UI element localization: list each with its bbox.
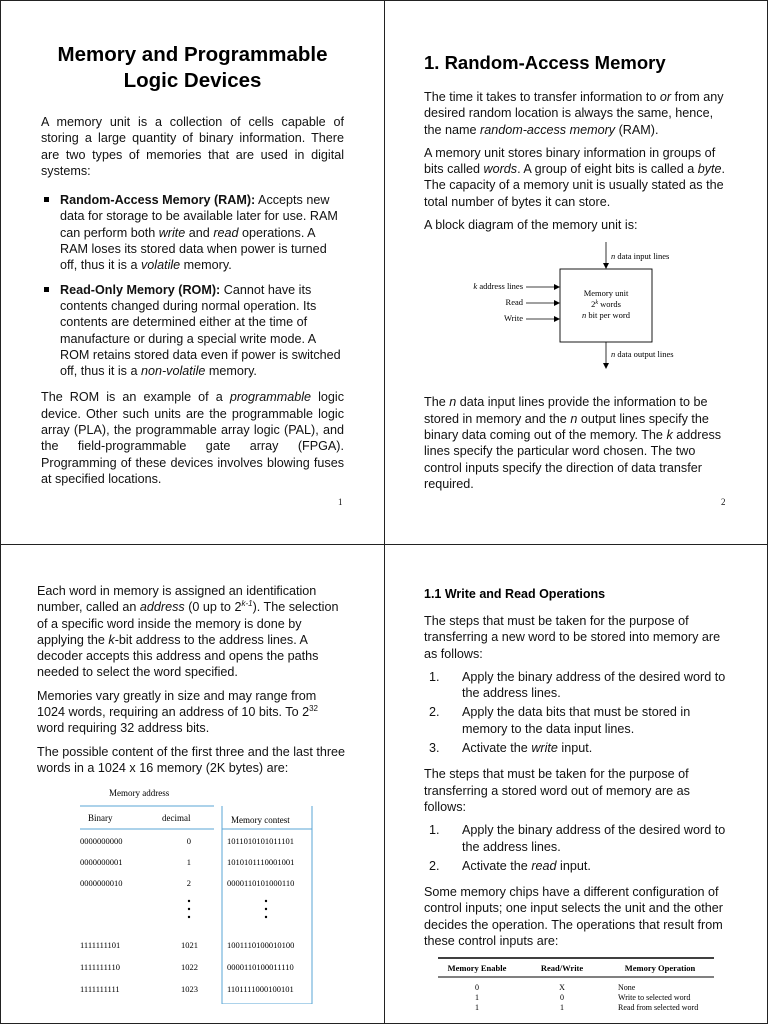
row-3-decimal: 2: [186, 878, 191, 889]
data-input-label: n data input lines: [611, 251, 670, 262]
ctrl-header-3: Memory Operation: [624, 963, 696, 974]
slide-4-title: 1.1 Write and Read Operations: [424, 587, 606, 601]
address-lines-label: k address lines: [473, 281, 523, 292]
data-output-arrowhead: [603, 363, 609, 369]
slide-3: [0, 545, 384, 1024]
paragraph-diagram-intro: A block diagram of the memory unit is:: [424, 218, 638, 233]
paragraph-sizes: Memories vary greatly in size and may range from 1024 words, requiring an address of 10 bits. To $2^{32}$ word requiring 32 address bits.: [37, 688, 319, 736]
list-item: 2. Activate the read input.: [429, 858, 591, 873]
row-5-binary: 1111111110: [80, 962, 120, 973]
address-arrowhead: [554, 284, 560, 290]
row-2-binary: 0000000001: [80, 857, 123, 868]
row-6-content: 1101111000100101: [227, 984, 294, 995]
slide-4: [385, 545, 768, 1024]
ellipsis-content: [265, 900, 267, 918]
row-3-content: 0000110101000110: [227, 878, 295, 889]
row-4-decimal: 1021: [181, 940, 198, 951]
row-2-decimal: 1: [186, 857, 191, 868]
page-number: 1: [338, 497, 343, 507]
col-decimal-header: decimal: [162, 813, 191, 824]
list-item: 1. Apply the binary address of the desired word to the address lines.: [429, 669, 726, 701]
memory-block-diagram: [424, 240, 734, 380]
box-line-2: 2$^k$ words: [591, 299, 621, 310]
ctrl-row-1-b: X: [559, 983, 565, 993]
data-output-label: n data output lines: [611, 349, 674, 360]
slide-2: [385, 0, 768, 544]
paragraph-read-intro: The steps that must be taken for the purpose of transferring a stored word out of memory are as follows:: [424, 767, 690, 814]
paragraph-words: A memory unit stores binary information in groups of bits called words. A group of eight bits is called a byte. The capacity of a memory unit is usually stated as the total number of bytes it can store.: [424, 145, 726, 209]
row-1-binary: 0000000000: [80, 836, 123, 847]
slide-2-title: 1. Random-Access Memory: [424, 52, 666, 73]
table-rows: [80, 836, 294, 994]
list-item: 1. Apply the binary address of the desired word to the address lines.: [429, 823, 726, 854]
ellipsis-decimal: [188, 900, 190, 918]
write-label: Write: [503, 313, 523, 324]
page-number: 2: [721, 497, 726, 507]
ctrl-row-2-c: Write to selected word: [618, 993, 691, 1003]
ctrl-row-2-b: 0: [560, 993, 564, 1003]
list-item-rom: Read-Only Memory (ROM): Cannot have its contents changed during normal operation. Its contents are determined either at the time of manufacture or during a special write mode. A ROM retains stored data even if power is switched off, thus it is a non-volatile memory.: [41, 282, 344, 380]
read-label: Read: [505, 297, 523, 308]
ctrl-row-3-a: 1: [475, 1003, 479, 1013]
slide-1-title: Memory and Programmable Logic Devices: [57, 43, 328, 92]
table-group-header: Memory address: [109, 788, 170, 799]
ctrl-header-1: Memory Enable: [447, 963, 507, 974]
ctrl-row-1-a: 0: [475, 983, 479, 993]
row-6-binary: 1111111111: [80, 984, 120, 995]
row-1-content: 1011010101011101: [227, 836, 295, 847]
row-4-content: 1001110100010100: [227, 940, 295, 951]
col-binary-header: Binary: [88, 813, 113, 824]
read-arrowhead: [554, 300, 560, 306]
ctrl-header-2: Read/Write: [540, 963, 584, 974]
memory-types-list: [41, 192, 344, 379]
data-input-arrowhead: [603, 263, 609, 269]
write-arrowhead: [554, 316, 560, 322]
ctrl-row-2-a: 1: [475, 993, 479, 1003]
row-6-decimal: 1023: [181, 984, 198, 995]
paragraph-lines-explained: The n data input lines provide the information to be stored in memory and the n output lines specify the binary data coming out of the memory. The k address lines specify the particular word chosen. The two control inputs specify the direction of data transfer required.: [424, 395, 722, 491]
paragraph-table-intro: The possible content of the first three and the last three words in a 1024 x 16 memory (2K bytes) are:: [37, 744, 346, 775]
list-item: 2. Apply the data bits that must be stored in memory to the data input lines.: [429, 705, 691, 736]
col-content-header: Memory contest: [231, 815, 290, 826]
paragraph-control-inputs: Some memory chips have a different configuration of control inputs; one input selects the unit and the other decides the operation. The operations that result from these control inputs are:: [424, 885, 723, 949]
read-steps-list: [424, 822, 735, 874]
list-item-ram: Random-Access Memory (RAM): Accepts new data for storage to be available later for use. RAM can perform both write and read operations. A RAM loses its stored data when power is turned off, thus it is a volatile memory.: [41, 192, 344, 273]
paragraph-write-intro: The steps that must be taken for the purpose of transferring a new word to be stored into memory are as follows:: [424, 614, 721, 661]
ctrl-row-3-b: 1: [560, 1003, 564, 1013]
row-1-decimal: 0: [186, 836, 191, 847]
row-5-content: 0000110100011110: [227, 962, 294, 973]
box-line-3: n bit per word: [582, 310, 630, 321]
intro-paragraph: A memory unit is a collection of cells capable of storing a large quantity of binary information. There are two types of memories that are used in digital systems:: [41, 115, 344, 178]
paragraph-access-time: The time it takes to transfer information to or from any desired random location is always the same, hence, the name random-access memory (RAM).: [424, 90, 724, 137]
box-line-1: Memory unit: [583, 288, 629, 299]
list-item: 3. Activate the write input.: [429, 741, 593, 756]
ctrl-row-1-c: None: [618, 983, 636, 993]
row-5-decimal: 1022: [181, 962, 198, 973]
memory-content-table: [72, 784, 372, 1004]
slide-1: [0, 0, 384, 544]
row-3-binary: 0000000010: [80, 878, 123, 889]
paragraph-address: Each word in memory is assigned an identification number, called an address (0 up to 2$^{k-1}$). The selection of a specific word inside the memory is done by applying the k-bit address to the address lines. A decoder accepts this address and opens the paths needed to select the word specified.: [37, 584, 339, 680]
row-2-content: 1010101110001001: [227, 857, 295, 868]
control-table: [438, 956, 728, 1016]
closing-paragraph: The ROM is an example of a programmable logic device. Other such units are the programmable logic array (PLA), the programmable array logic (PAL), and the field-programmable gate array (FPGA). Programming of these devices involves blowing fuses at specified locations.: [41, 390, 344, 486]
write-steps-list: [424, 669, 735, 756]
row-4-binary: 1111111101: [80, 940, 121, 951]
ctrl-row-3-c: Read from selected word: [618, 1003, 699, 1013]
